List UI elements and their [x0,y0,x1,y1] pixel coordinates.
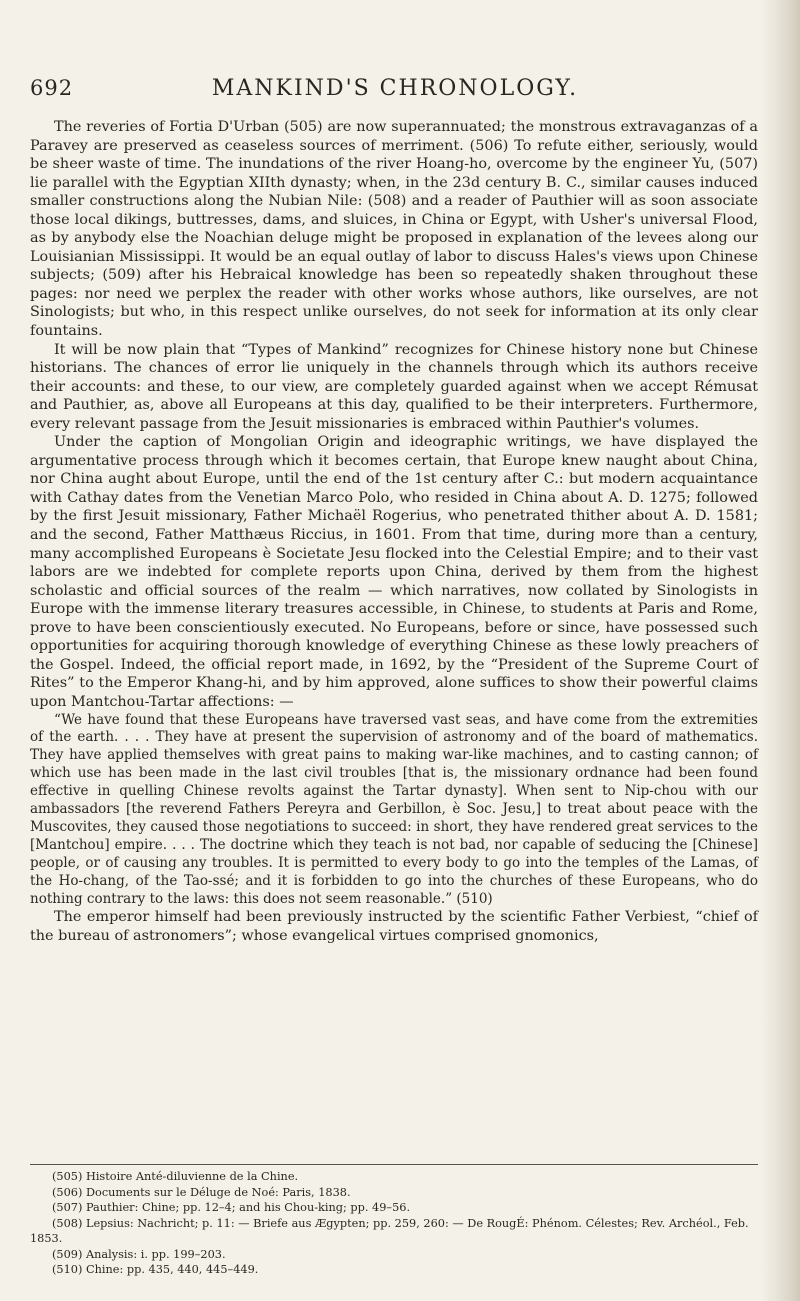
footnote-divider [30,1164,758,1165]
footnote-506: (506) Documents sur le Déluge de Noé: Paris, 1838. [52,1185,351,1199]
running-title: MANKIND'S CHRONOLOGY. [211,76,579,101]
footnote-510: (510) Chine: pp. 435, 440, 445–449. [52,1263,259,1276]
paragraph-2: It will be now plain that “Types of Mankind” recognizes for Chinese history none but Chinese historians. The chances of error lie uniquely in the channels through which its authors receive their accounts: and these, to our view, are completely guarded against when we accept Rémusat and Pauthier, as, above all Europeans at this day, qualified to be their interpreters. Furthermore, every relevant passage from the Jesuit missionaries is embraced within Pauthier's volumes. [30,341,758,432]
block-quote: “We have found that these Europeans have traversed vast seas, and have come from the extremities of the earth. . . . They have at present the supervision of astronomy and of the board of mathematics. They have applied themselves with great pains to making war-like machines, and to casting cannon; of which use has been made in the last civil troubles [that is, the missionary ordnance had been found effective in quelling Chinese revolts against the Tartar dynasty]. When sent to Nip-chou with our ambassadors [the reverend Fathers Pereyra and Gerbillon, è Soc. Jesu,] to treat about peace with the Muscovites, they caused those negotiations to succeed: in short, they have rendered great services to the [Mantchou] empire. . . . The doctrine which they teach is not bad, nor capable of seducing the [Chinese] people, or of causing any troubles. It is permitted to every body to go into the temples of the Lamas, of the Ho-chang, of the Tao-ssé; and it is forbidden to go into the churches of these Europeans, who do nothing contrary to the laws: this does not seem reasonable.” (510) [30,711,758,907]
footnote-507: (507) Pauthier: Chine; pp. 12–4; and his Chou-king; pp. 49–56. [52,1201,411,1214]
body-text [30,118,758,946]
footnote-508: (508) Lepsius: Nachricht; p. 11: — Briefe aus Ægypten; pp. 259, 260: — De RougÉ: Phénom. Célestes; Rev. Archéol., Feb. 1853. [30,1216,749,1245]
closing-paragraph: The emperor himself had been previously instructed by the scientific Father Verbiest, “chief of the bureau of astronomers”; whose evangelical virtues comprised gnomonics, [30,909,758,945]
page-edge-shadow [760,0,800,1301]
footnotes [30,1169,758,1278]
paragraph-1: The reveries of Fortia D'Urban (505) are now superannuated; the monstrous extravaganzas of a Paravey are preserved as ceaseless sources of merriment. (506) To refute either, seriously, would be sheer waste of time. The inundations of the river Hoang-ho, overcome by the engineer Yu, (507) lie parallel with the Egyptian XIIth dynasty; when, in the 23d century B. C., similar causes induced smaller constructions along the Nubian Nile: (508) and a reader of Pauthier will as soon associate those local dikings, buttresses, dams, and sluices, in China or Egypt, with Usher's universal Flood, as by anybody else the Noachian deluge might be proposed in explanation of the levees along our Louisianian Mississippi. It would be an equal outlay of labor to discuss Hales's views upon Chinese subjects; (509) after his Hebraical knowledge has been so repeatedly shaken throughout these pages: nor need we perplex the reader with other works whose authors, like ourselves, are not Sinologists; but who, in this respect unlike ourselves, do not seek for information at its only clear fountains. [30,119,758,340]
page-number: 692 [30,76,74,100]
footnote-505: (505) Histoire Anté-diluvienne de la Chine. [52,1170,299,1183]
paragraph-3: Under the caption of Mongolian Origin and ideographic writings, we have displayed the argumentative process through which it becomes certain, that Europe knew naught about China, nor China aught about Europe, until the end of the 1st century after C.: but modern acquaintance with Cathay dates from the Venetian Marco Polo, who resided in China about A. D. 1275; followed by the first Jesuit missionary, Father Michaël Rogerius, who penetrated thither about A. D. 1581; and the second, Father Matthæus Riccius, in 1601. From that time, during more than a century, many accomplished Europeans è Societate Jesu flocked into the Celestial Empire; and to their vast labors are we indebted for complete reports upon China, derived by them from the highest scholastic and official sources of the realm — which narratives, now collated by Sinologists in Europe with the immense literary treasures accessible, in Chinese, to students at Paris and Rome, prove to have been conscientiously executed. No Europeans, before or since, have possessed such opportunities for acquiring thorough knowledge of everything Chinese as these lowly preachers of the Gospel. Indeed, the official report made, in 1692, by the “President of the Supreme Court of Rites” to the Emperor Khang-hi, and by him approved, alone suffices to show their powerful claims upon Mantchou-Tartar affections: — [30,434,758,710]
footnote-509: (509) Analysis: i. pp. 199–203. [52,1247,226,1261]
